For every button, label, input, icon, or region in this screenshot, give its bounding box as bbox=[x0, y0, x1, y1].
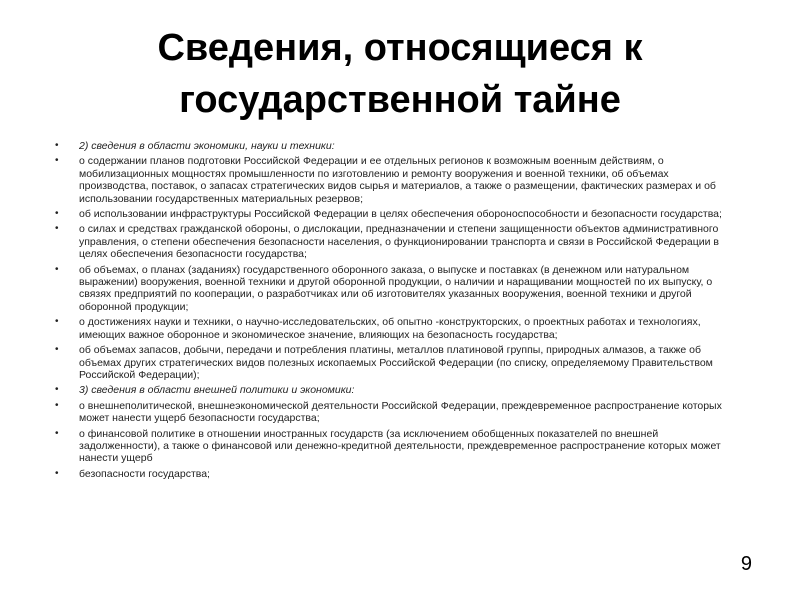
bullet-icon: • bbox=[55, 384, 59, 396]
list-item-text: безопасности государства; bbox=[79, 467, 210, 480]
page-number: 9 bbox=[740, 553, 752, 575]
list-item-text: о достижениях науки и техники, о научно-исследовательских, об опытно -конструкторских, о проектных работах и технологиях, имеющих важное оборонное и экономическое значение, влияющих на безопасность государства; bbox=[79, 316, 701, 341]
list-item bbox=[55, 428, 735, 465]
list-item-text: 2) сведения в области экономики, науки и техники: bbox=[79, 140, 335, 152]
bullet-icon: • bbox=[55, 263, 59, 275]
list-item bbox=[55, 208, 735, 220]
bullet-icon: • bbox=[55, 344, 59, 356]
bullet-icon: • bbox=[55, 223, 59, 235]
bullet-icon: • bbox=[55, 208, 59, 220]
bullet-icon: • bbox=[55, 155, 59, 167]
bullet-icon: • bbox=[55, 427, 59, 439]
list-item bbox=[55, 468, 735, 480]
list-item-text: о содержании планов подготовки Российской Федерации и ее отдельных регионов к возможным военным действиям, о мобилизационных мощностях промышленности по изготовлению и ремонту вооружения и военной техники, об объемах производства, поставок, о запасах стратегических видов сырья и материалов, а также о размещении, фактических размерах и об использовании государственных материальных резервов; bbox=[79, 155, 716, 205]
slide-title bbox=[40, 22, 760, 126]
bullet-icon: • bbox=[55, 399, 59, 411]
list-item bbox=[55, 316, 735, 341]
bullet-icon: • bbox=[55, 140, 59, 151]
list-item bbox=[55, 400, 735, 425]
list-item-text: об объемах запасов, добычи, передачи и потребления платины, металлов платиновой группы, природных алмазов, а также об объемах других стратегических видов полезных ископаемых Российской Федерации (по списку, определяемому Правительством Российской Федерации); bbox=[79, 344, 713, 381]
list-item bbox=[55, 264, 735, 314]
list-item-text: о силах и средствах гражданской обороны, о дислокации, предназначении и степени защищенности объектов административного управления, о степени обеспечения безопасности населения, о функционировании транспорта и связи в Российской Федерации в целях обеспечения безопасности государства; bbox=[79, 223, 719, 261]
slide-title-line-1: Сведения, относящиеся к bbox=[157, 27, 643, 69]
list-item bbox=[55, 384, 735, 396]
list-item-text: о финансовой политике в отношении иностранных государств (за исключением обобщенных показателей по внешней задолженности), а также о финансовой или денежно-кредитной деятельности, преждевременное распространение которых может нанести ущерб bbox=[79, 427, 721, 465]
list-item bbox=[55, 140, 735, 152]
list-item-text: об использовании инфраструктуры Российской Федерации в целях обеспечения обороноспособности и безопасности государства; bbox=[79, 208, 722, 221]
list-item-text: об объемах, о планах (заданиях) государственного оборонного заказа, о выпуске и поставках (в денежном или натуральном выражении) вооружения, военной техники и другой оборонной продукции, о наличии и наращивании мощностей по их выпуску, о связях предприятий по кооперации, о разработчиках или об изготовителях указанных вооружения, военной техники и другой оборонной продукции; bbox=[79, 263, 713, 313]
bullet-icon: • bbox=[55, 316, 59, 328]
bullet-icon: • bbox=[55, 467, 59, 479]
bullet-list bbox=[55, 140, 735, 483]
list-item bbox=[55, 155, 735, 205]
list-item bbox=[55, 223, 735, 260]
list-item bbox=[55, 344, 735, 381]
list-item-text: о внешнеполитической, внешнеэкономической деятельности Российской Федерации, преждевременное распространение которых может нанести ущерб безопасности государства; bbox=[79, 399, 722, 425]
list-item-text: 3) сведения в области внешней политики и экономики: bbox=[79, 384, 355, 397]
slide-title-line-2: государственной тайне bbox=[179, 79, 621, 121]
